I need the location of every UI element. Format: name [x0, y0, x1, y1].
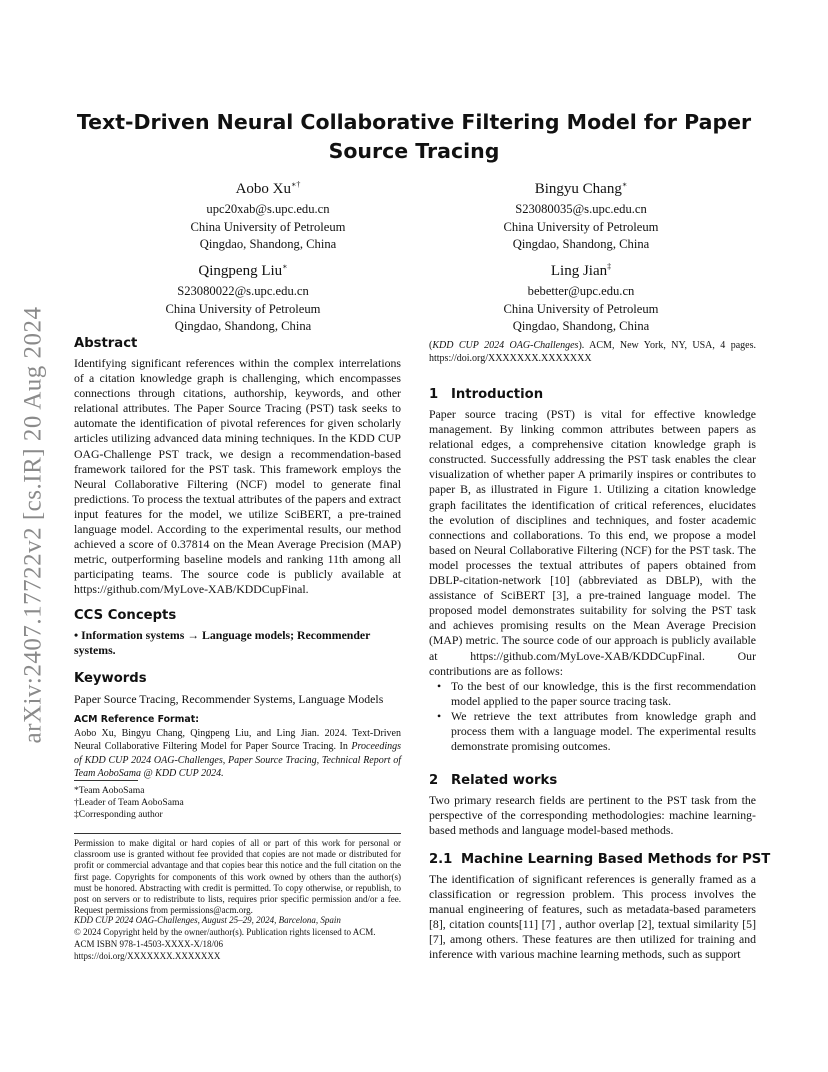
author-marks: ‡ [607, 262, 612, 271]
contribution-list [429, 679, 756, 754]
ccs-text: • Information systems → Language models; Recommender systems. [74, 628, 371, 657]
author-name: Bingyu Chang [534, 181, 622, 197]
abstract-text: Identifying significant references within the complex interrelations of a citation knowledge graph is challenging, which encompasses connections through citations, authorship, keywords, and other relational attributes. The Paper Source Tracing (PST) task seeks to automate the identification of pivotal references for given scholarly articles utilizing advanced data mining techniques. In the KDD CUP OAG-Challenge PST track, we design a recommendation-based framework tailored for the PST task. This framework employs the Neural Collaborative Filtering (NCF) model to generate final predictions. To process the textual attributes of the papers and extract input features for the model, we utilize SciBERT, a pre-trained language model. According to the experimental results, our method achieved a score of 0.37814 on the Mean Average Precision (MAP) metric, outperforming baseline models and ranking 11th among all participating teams. The source code is publicly available at https://github.com/MyLove-XAB/KDDCupFinal. [74, 356, 401, 597]
list-item: • We retrieve the text attributes from knowledge graph and process them with a language model. The experimental results demonstrate promising outcomes. [429, 709, 756, 754]
list-item: • To the best of our knowledge, this is the first recommendation model applied to the paper source tracing task. [429, 679, 756, 709]
acm-ref-heading: ACM Reference Format: [74, 714, 199, 725]
author-email: S23080035@s.upc.edu.cn [515, 202, 647, 216]
author-marks: ∗ [621, 180, 628, 189]
author-location: Qingdao, Shandong, China [512, 319, 650, 333]
paper-title: Text-Driven Neural Collaborative Filtering Model for Paper Source Tracing [76, 110, 752, 163]
author-block [128, 178, 408, 254]
author-email: bebetter@upc.edu.cn [527, 284, 635, 298]
footnote: *Team AoboSama [74, 785, 145, 796]
keywords-text: Paper Source Tracing, Recommender Systems, Language Models [74, 692, 384, 706]
author-email: S23080022@s.upc.edu.cn [177, 284, 309, 298]
author-affiliation: China University of Petroleum [503, 301, 659, 316]
author-block [441, 178, 721, 254]
author-location: Qingdao, Shandong, China [174, 319, 312, 333]
author-marks: ∗† [290, 180, 301, 189]
related-text: Two primary research fields are pertinent to the PST task from the perspective of the corresponding methodologies: machine learning-based methods and language model-based methods. [429, 793, 756, 838]
author-location: Qingdao, Shandong, China [199, 237, 337, 251]
author-affiliation: China University of Petroleum [190, 219, 346, 234]
ml-methods-text: The identification of significant references is generally framed as a classification or regression problem. This process involves the manual engineering of features, such as metadata-based parameters [8], citation counts[11] [7] , author overlap [2], textual similarity [5] [7], among others. These features are then utilized for training and inference with various machine learning methods, such as support [429, 872, 756, 962]
permission-text: Permission to make digital or hard copies of all or part of this work for personal or classroom use is granted without fee provided that copies are not made or distributed for profit or commercial advantage and that copies bear this notice and the full citation on the first page. Copyrights for components of this work owned by others than the author(s) must be honored. Abstracting with credit is permitted. To copy otherwise, or republish, to post on servers or to redistribute to lists, requires prior specific permission and/or a fee. Request permissions from permissions@acm.org. [74, 838, 401, 916]
ml-methods-heading: 2.1 Machine Learning Based Methods for PST [429, 852, 771, 867]
permission-rule [74, 833, 401, 834]
author-location: Qingdao, Shandong, China [512, 237, 650, 251]
arxiv-identifier: arXiv:2407.17722v2 [cs.IR] 20 Aug 2024 [20, 306, 47, 744]
keywords-heading: Keywords [74, 671, 147, 686]
author-affiliation: China University of Petroleum [503, 219, 659, 234]
author-name: Ling Jian [550, 263, 608, 279]
author-name: Qingpeng Liu [198, 263, 283, 279]
ccs-heading: CCS Concepts [74, 608, 177, 623]
footnote: †Leader of Team AoboSama [74, 797, 184, 808]
author-email: upc20xab@s.upc.edu.cn [206, 202, 330, 216]
author-block [103, 260, 383, 336]
abstract-heading: Abstract [74, 336, 138, 351]
author-marks: ∗ [282, 262, 288, 271]
isbn-line: ACM ISBN 978-1-4503-XXXX-X/18/06 [74, 939, 223, 949]
intro-heading: 1 Introduction [429, 387, 544, 402]
footnote: ‡Corresponding author [74, 809, 163, 820]
acm-ref-continued: (KDD CUP 2024 OAG-Challenges). ACM, New York, NY, USA, 4 pages. https://doi.org/XXXXXXX.XXXXXXX [429, 340, 757, 365]
venue-line: KDD CUP 2024 OAG-Challenges, August 25–29, 2024, Barcelona, Spain [74, 915, 341, 925]
intro-text: Paper source tracing (PST) is vital for effective knowledge management. By linking common attributes between papers as relational edges, a comprehensive citation knowledge graph is constructed. Successfully addressing the PST task enables the clear visualization of whether paper A primarily inspires or contributes to paper B, as illustrated in Figure 1. Utilizing a citation knowledge graph facilitates the identification of critical references, elucidates the evolution of disciplines and techniques, and foster academic connections and collaborations. To this end, we propose a model based on Neural Collaborative Filtering (NCF) for the PST task. The model processes the textual attributes of papers obtained from DBLP-citation-network [10] (abbreviated as DBLP), with the assistance of SciBERT [3], a pre-trained language model. The proposed model demonstrates suitability for solving the PST task and achieves promising results on the Mean Average Precision (MAP) metric. The source code of our approach is publicly available at https://github.com/MyLove-XAB/KDDCupFinal. Our contributions are as follows: [429, 407, 756, 678]
author-affiliation: China University of Petroleum [165, 301, 321, 316]
author-name: Aobo Xu [235, 181, 291, 197]
author-block [441, 260, 721, 336]
related-heading: 2 Related works [429, 773, 558, 788]
doi-line: https://doi.org/XXXXXXX.XXXXXXX [74, 951, 221, 961]
copyright-line: © 2024 Copyright held by the owner/author(s). Publication rights licensed to ACM. [74, 927, 376, 937]
footnote-rule [74, 780, 138, 781]
acm-ref-text: Aobo Xu, Bingyu Chang, Qingpeng Liu, and Ling Jian. 2024. Text-Driven Neural Collaborative Filtering Model for Paper Source Tracing. In Proceedings of KDD CUP 2024 OAG-Challenges, Paper Source Tracing, Technical Report of Team AoboSama @ KDD CUP 2024. [74, 728, 401, 780]
